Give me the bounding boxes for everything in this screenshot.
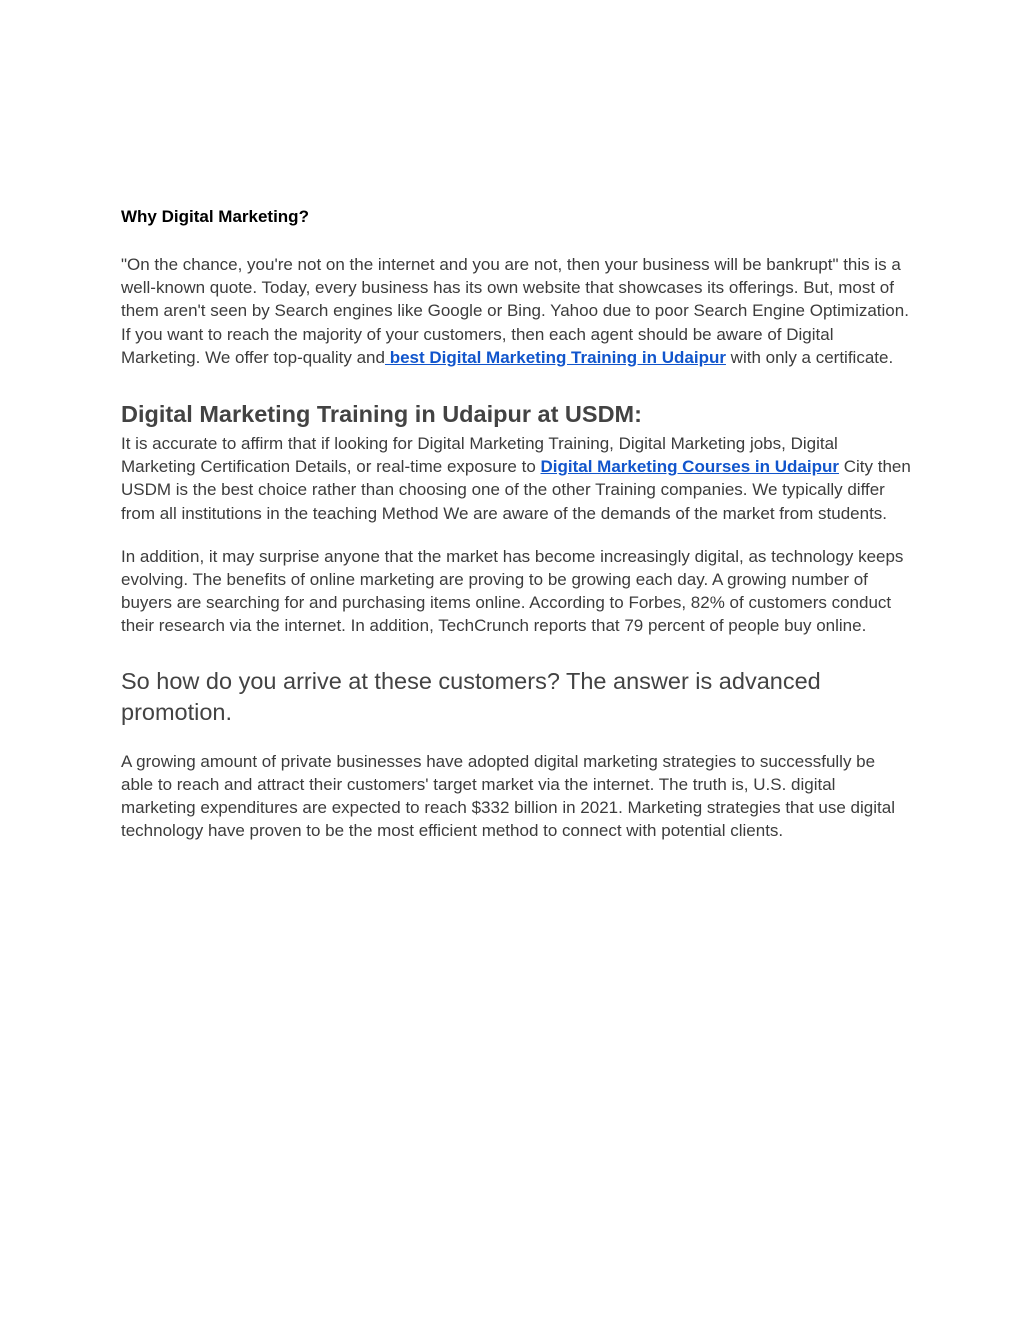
document-page: [121, 206, 911, 842]
heading-how-arrive-customers: So how do you arrive at these customers? The answer is advanced promotion.: [121, 667, 821, 725]
intro-paragraph: [121, 253, 911, 369]
usdm-paragraph: [121, 432, 911, 525]
market-paragraph: In addition, it may surprise anyone that the market has become increasingly digital, as technology keeps evolving. The benefits of online marketing are proving to be growing each day. A growing number of buyers are searching for and purchasing items online. According to Forbes, 82% of customers conduct their research via the internet. In addition, TechCrunch reports that 79 percent of people buy online.: [121, 546, 904, 636]
usdm-text: It is accurate to affirm that if looking for Digital Marketing Training, Digital Marketing jobs, Digital Marketing Certification Details, or real-time exposure to: [121, 434, 838, 477]
usdm-text-end: City then USDM is the best choice rather than choosing one of the other Training companies. We typically differ from all institutions in the teaching Method We are aware of the demands of the market from students.: [121, 457, 911, 523]
expenditures-paragraph: A growing amount of private businesses have adopted digital marketing strategies to successfully be able to reach and attract their customers' target market via the internet. The truth is, U.S. digital marketing expenditures are expected to reach $332 billion in 2021. Marketing strategies that use digital technology have proven to be the most efficient method to connect with potential clients.: [121, 751, 895, 841]
best-digital-marketing-training-link[interactable]: best Digital Marketing Training in Udaipur: [384, 347, 726, 367]
heading-training-usdm: Digital Marketing Training in Udaipur at USDM:: [121, 401, 642, 428]
section-title-why-digital-marketing: Why Digital Marketing?: [121, 207, 309, 226]
intro-text-end: with only a certificate.: [725, 347, 894, 367]
digital-marketing-courses-link[interactable]: Digital Marketing Courses in Udaipur: [540, 457, 839, 477]
intro-text: "On the chance, you're not on the internet and you are not, then your business will be bankrupt" this is a well-known quote. Today, every business has its own website that showcases its offerings. But, most of them aren't seen by Search engines like Google or Bing. Yahoo due to poor Search Engine Optimization. If you want to reach the majority of your customers, then each agent should be aware of Digital Marketing. We offer top-quality and: [121, 255, 909, 367]
